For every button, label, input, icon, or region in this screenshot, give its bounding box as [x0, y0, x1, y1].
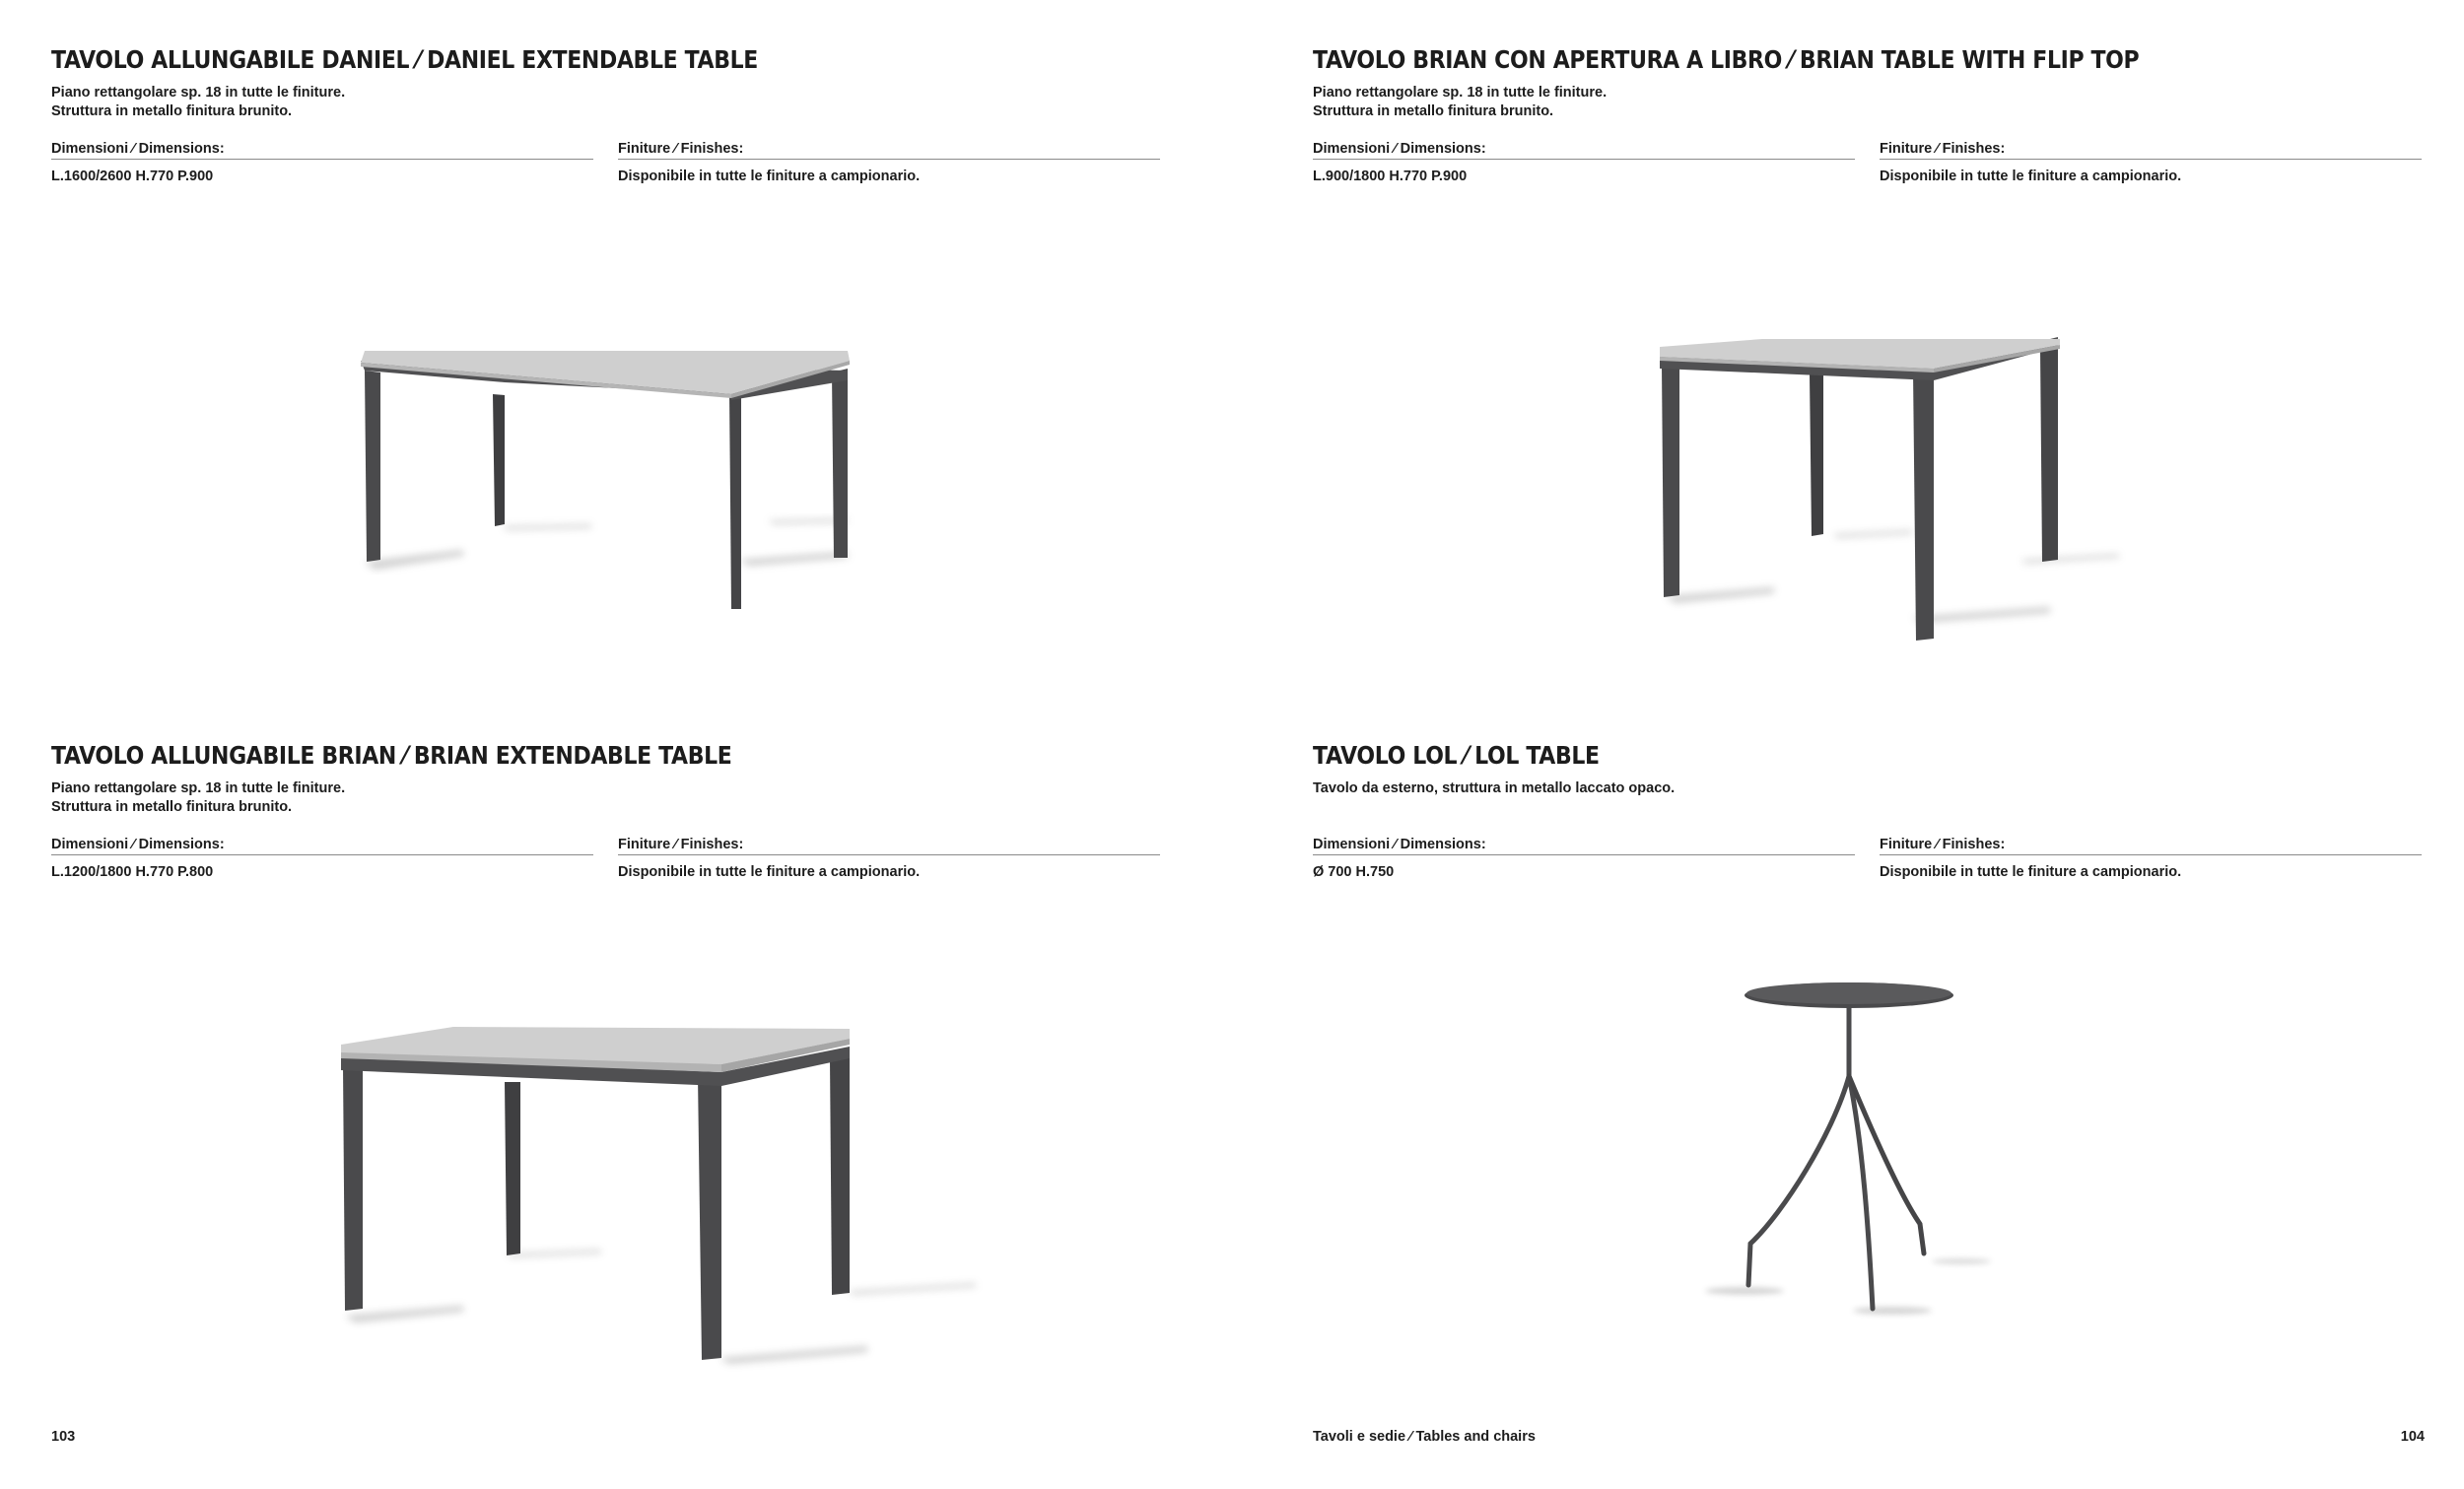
product-description: [51, 84, 1165, 121]
description-line: Piano rettangolare sp. 18 in tutte le finiture.: [1313, 85, 1608, 101]
dimensions-block: [51, 836, 593, 881]
finishes-label: Finiture ⁄ Finishes:: [1880, 140, 2422, 160]
product-title: TAVOLO LOL ⁄ LOL TABLE: [1313, 741, 1600, 770]
product-daniel-extendable: [51, 43, 1165, 184]
finishes-label: Finiture ⁄ Finishes:: [618, 140, 1160, 160]
product-title: TAVOLO BRIAN CON APERTURA A LIBRO ⁄ BRIAN TABLE WITH FLIP TOP: [1313, 45, 2140, 74]
product-brian-flip-top: [1313, 43, 2427, 184]
page-number-left: 103: [51, 1429, 76, 1445]
finishes-label: Finiture ⁄ Finishes:: [618, 836, 1160, 855]
product-title: TAVOLO ALLUNGABILE BRIAN ⁄ BRIAN EXTENDABLE TABLE: [51, 741, 732, 770]
brian-extendable-drawing: [286, 966, 1035, 1409]
finishes-value: Disponibile in tutte le finiture a campionario.: [618, 169, 921, 184]
product-description: [1313, 84, 2427, 121]
dimensions-label: Dimensioni ⁄ Dimensions:: [51, 140, 593, 160]
product-description: [1313, 779, 2427, 817]
dimensions-value: L.1600/2600 H.770 P.900: [51, 169, 214, 184]
lol-table-image: [1666, 966, 2040, 1360]
finishes-block: [1880, 140, 2422, 185]
spec-row: [51, 140, 1165, 184]
finishes-value: Disponibile in tutte le finiture a campionario.: [1880, 864, 2182, 880]
product-brian-extendable: [51, 739, 1165, 880]
dimensions-block: [51, 140, 593, 185]
description-line: Piano rettangolare sp. 18 in tutte le finiture.: [51, 780, 346, 796]
description-line: Tavolo da esterno, struttura in metallo laccato opaco.: [1313, 780, 1676, 796]
brian-flip-top-image: [1587, 266, 2178, 700]
spec-row: [51, 836, 1165, 880]
brian-extendable-image: [286, 966, 1035, 1409]
dimensions-value: L.900/1800 H.770 P.900: [1313, 169, 1468, 184]
lol-table-drawing: [1666, 966, 2040, 1360]
finishes-block: [618, 140, 1160, 185]
dimensions-label: Dimensioni ⁄ Dimensions:: [1313, 836, 1855, 855]
daniel-table-image: [296, 266, 986, 700]
dimensions-value: L.1200/1800 H.770 P.800: [51, 864, 214, 880]
dimensions-value: Ø 700 H.750: [1313, 864, 1395, 880]
finishes-label: Finiture ⁄ Finishes:: [1880, 836, 2422, 855]
finishes-value: Disponibile in tutte le finiture a campionario.: [1880, 169, 2182, 184]
product-lol-table: [1313, 739, 2427, 880]
dimensions-block: [1313, 140, 1855, 185]
page-number-right: 104: [2400, 1429, 2425, 1445]
finishes-block: [618, 836, 1160, 881]
finishes-value: Disponibile in tutte le finiture a campionario.: [618, 864, 921, 880]
description-line: Struttura in metallo finitura brunito.: [1313, 103, 1554, 119]
finishes-block: [1880, 836, 2422, 881]
product-title: TAVOLO ALLUNGABILE DANIEL ⁄ DANIEL EXTENDABLE TABLE: [51, 45, 758, 74]
dimensions-block: [1313, 836, 1855, 881]
description-line: Piano rettangolare sp. 18 in tutte le finiture.: [51, 85, 346, 101]
daniel-table-drawing: [296, 266, 986, 700]
description-line: Struttura in metallo finitura brunito.: [51, 799, 293, 815]
description-line: Struttura in metallo finitura brunito.: [51, 103, 293, 119]
dimensions-label: Dimensioni ⁄ Dimensions:: [51, 836, 593, 855]
section-title: Tavoli e sedie ⁄ Tables and chairs: [1313, 1429, 1536, 1445]
product-description: [51, 779, 1165, 817]
brian-flip-top-drawing: [1587, 266, 2178, 700]
spec-row: [1313, 140, 2427, 184]
dimensions-label: Dimensioni ⁄ Dimensions:: [1313, 140, 1855, 160]
spec-row: [1313, 836, 2427, 880]
